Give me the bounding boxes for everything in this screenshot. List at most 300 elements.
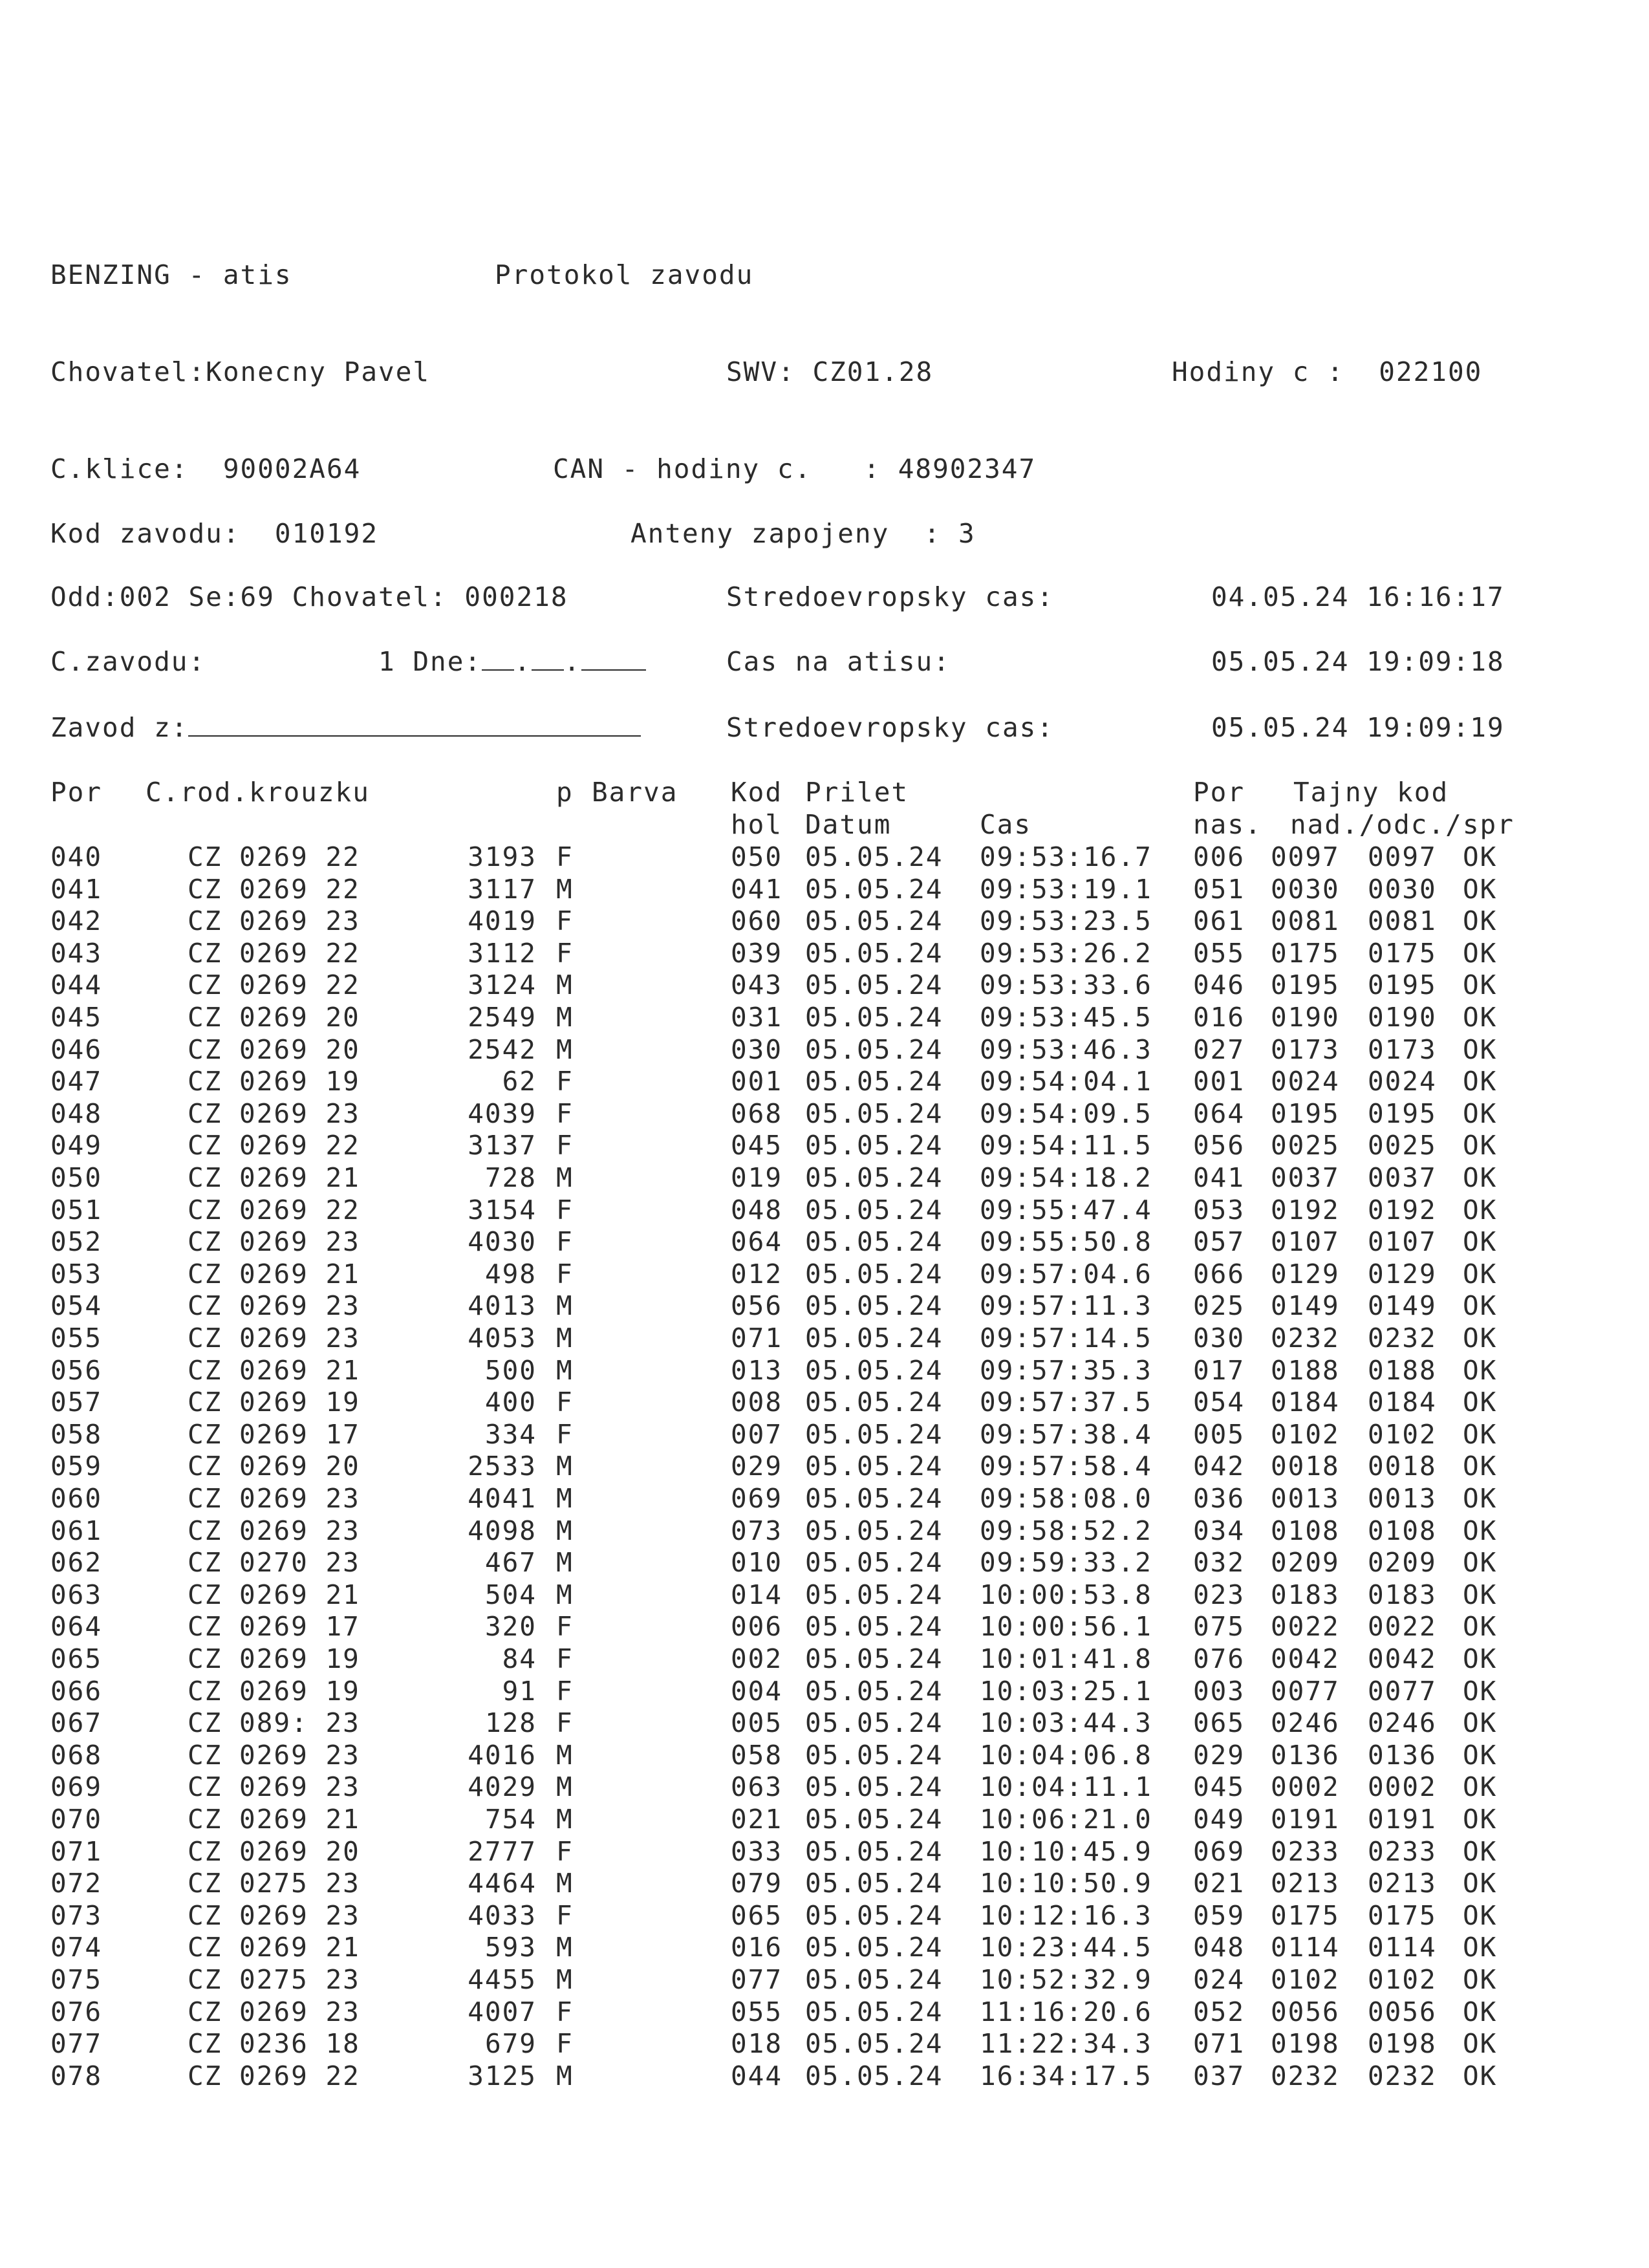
cell-por: 064: [50, 1611, 103, 1643]
cell-time: 09:54:11.5: [980, 1130, 1152, 1161]
cell-secret-1: 0195: [1271, 1097, 1340, 1129]
cell-time: 10:06:21.0: [980, 1804, 1152, 1835]
cell-code: 073: [731, 1515, 783, 1546]
cell-por2: 053: [1193, 1194, 1245, 1226]
cell-sex: F: [556, 905, 574, 937]
cell-time: 09:54:18.2: [980, 1162, 1152, 1193]
col-header-code-sub: hol: [731, 809, 783, 840]
col-header-sex: p: [556, 777, 574, 808]
cell-secret-1: 0233: [1271, 1835, 1340, 1867]
cell-status: OK: [1463, 1899, 1498, 1931]
antennas-value: : 3: [923, 518, 976, 549]
cell-secret-1: 0107: [1271, 1226, 1340, 1258]
cell-status: OK: [1463, 1804, 1498, 1835]
cell-date: 05.05.24: [805, 1707, 943, 1739]
race-no-line: 1 Dne: . .: [378, 645, 646, 678]
cell-por2: 046: [1193, 969, 1245, 1001]
cell-number: 4041: [468, 1483, 537, 1514]
cell-ring: CZ 0269 21: [188, 1932, 360, 1963]
cell-status: OK: [1463, 1707, 1498, 1739]
swv-label: SWV:: [726, 356, 795, 387]
cell-sex: F: [556, 1097, 574, 1129]
cell-date: 05.05.24: [805, 1515, 943, 1546]
cell-sex: M: [556, 2060, 574, 2091]
cell-number: 2533: [468, 1451, 537, 1482]
cell-date: 05.05.24: [805, 1258, 943, 1290]
cell-secret-2: 0190: [1368, 1002, 1437, 1033]
cell-number: 3125: [468, 2060, 537, 2091]
cell-status: OK: [1463, 2060, 1498, 2091]
cell-secret-1: 0149: [1271, 1290, 1340, 1322]
col-header-color: Barva: [592, 777, 678, 808]
cell-time: 11:22:34.3: [980, 2028, 1152, 2060]
table-row: [0, 1161, 1649, 1194]
cell-ring: CZ 089: 23: [188, 1707, 360, 1739]
col-header-arrival: Prilet: [805, 777, 909, 808]
cell-date: 05.05.24: [805, 1387, 943, 1418]
cell-secret-1: 0024: [1271, 1066, 1340, 1097]
cell-por2: 042: [1193, 1451, 1245, 1482]
cell-status: OK: [1463, 1835, 1498, 1867]
cell-number: 4053: [468, 1323, 537, 1354]
cell-por: 057: [50, 1387, 103, 1418]
cell-date: 05.05.24: [805, 1290, 943, 1322]
cell-por: 066: [50, 1675, 103, 1707]
cell-time: 09:53:26.2: [980, 937, 1152, 969]
cell-number: 3137: [468, 1130, 537, 1161]
cell-secret-2: 0024: [1368, 1066, 1437, 1097]
cell-date: 05.05.24: [805, 937, 943, 969]
key-label: C.klice:: [50, 453, 189, 484]
cell-por2: 016: [1193, 1002, 1245, 1033]
cell-secret-1: 0198: [1271, 2028, 1340, 2060]
cell-por2: 045: [1193, 1771, 1245, 1803]
cell-time: 10:04:11.1: [980, 1771, 1152, 1803]
cell-sex: F: [556, 1066, 574, 1097]
cell-ring: CZ 0269 17: [188, 1418, 360, 1450]
cell-time: 10:12:16.3: [980, 1899, 1152, 1931]
cell-secret-1: 0056: [1271, 1996, 1340, 2027]
table-row: [0, 1546, 1649, 1579]
cell-date: 05.05.24: [805, 1804, 943, 1835]
cell-status: OK: [1463, 937, 1498, 969]
cell-por2: 024: [1193, 1964, 1245, 1995]
cell-por2: 069: [1193, 1835, 1245, 1867]
cell-por2: 037: [1193, 2060, 1245, 2091]
cell-status: OK: [1463, 1354, 1498, 1386]
cell-date: 05.05.24: [805, 1996, 943, 2027]
cell-ring: CZ 0269 22: [188, 1194, 360, 1226]
cell-sex: M: [556, 969, 574, 1001]
cell-sex: F: [556, 1226, 574, 1258]
cell-code: 058: [731, 1739, 783, 1771]
cell-code: 069: [731, 1483, 783, 1514]
cell-number: 4019: [468, 905, 537, 937]
table-row: [0, 1963, 1649, 1996]
cell-number: 2549: [468, 1002, 537, 1033]
cell-por: 062: [50, 1547, 103, 1579]
cell-status: OK: [1463, 1932, 1498, 1963]
cell-por: 050: [50, 1162, 103, 1193]
cell-por: 070: [50, 1804, 103, 1835]
cell-por: 077: [50, 2028, 103, 2060]
cell-ring: CZ 0269 21: [188, 1162, 360, 1193]
cell-status: OK: [1463, 1066, 1498, 1097]
cell-time: 09:57:04.6: [980, 1258, 1152, 1290]
cell-secret-1: 0022: [1271, 1611, 1340, 1643]
table-row: [0, 2027, 1649, 2060]
clock-line: [1172, 356, 1482, 388]
cell-por2: 076: [1193, 1643, 1245, 1674]
cell-status: OK: [1463, 1130, 1498, 1161]
cell-secret-1: 0190: [1271, 1002, 1340, 1033]
cell-secret-2: 0195: [1368, 1097, 1437, 1129]
cell-date: 05.05.24: [805, 1002, 943, 1033]
cell-por2: 034: [1193, 1515, 1245, 1546]
cell-date: 05.05.24: [805, 969, 943, 1001]
cell-secret-2: 0081: [1368, 905, 1437, 937]
cell-ring: CZ 0269 21: [188, 1258, 360, 1290]
cell-sex: F: [556, 1418, 574, 1450]
table-row: [0, 1322, 1649, 1354]
antennas-label: Anteny zapojeny: [630, 518, 890, 549]
cell-number: 84: [502, 1643, 537, 1674]
cell-secret-1: 0175: [1271, 1899, 1340, 1931]
cell-sex: M: [556, 1547, 574, 1579]
cell-por: 046: [50, 1033, 103, 1065]
cell-secret-1: 0081: [1271, 905, 1340, 937]
cell-secret-2: 0077: [1368, 1675, 1437, 1707]
cell-por: 074: [50, 1932, 103, 1963]
cell-code: 048: [731, 1194, 783, 1226]
cell-code: 006: [731, 1611, 783, 1643]
cell-code: 064: [731, 1226, 783, 1258]
cell-sex: M: [556, 1579, 574, 1610]
cell-status: OK: [1463, 1162, 1498, 1193]
table-row: [0, 1996, 1649, 2028]
cell-ring: CZ 0269 21: [188, 1579, 360, 1610]
cell-date: 05.05.24: [805, 1097, 943, 1129]
cell-number: 754: [484, 1804, 537, 1835]
cell-secret-2: 0042: [1368, 1643, 1437, 1674]
cell-secret-2: 0188: [1368, 1354, 1437, 1386]
cell-por2: 005: [1193, 1418, 1245, 1450]
cell-time: 09:53:19.1: [980, 873, 1152, 905]
cell-time: 09:54:04.1: [980, 1066, 1152, 1097]
cell-number: 593: [484, 1932, 537, 1963]
cell-secret-2: 0195: [1368, 969, 1437, 1001]
cell-sex: F: [556, 1611, 574, 1643]
section-line: Odd:002 Se:69 Chovatel: 000218: [50, 581, 568, 612]
cell-code: 056: [731, 1290, 783, 1322]
cell-por2: 061: [1193, 905, 1245, 937]
cell-secret-1: 0246: [1271, 1707, 1340, 1739]
cell-status: OK: [1463, 1868, 1498, 1899]
cell-secret-2: 0022: [1368, 1611, 1437, 1643]
table-row: [0, 1386, 1649, 1418]
cell-sex: F: [556, 1996, 574, 2027]
cell-secret-2: 0198: [1368, 2028, 1437, 2060]
cet-label-1: Stredoevropsky cas:: [726, 581, 1054, 612]
cell-por2: 036: [1193, 1483, 1245, 1514]
table-row: [0, 1931, 1649, 1963]
table-row: [0, 1001, 1649, 1033]
cell-number: 91: [502, 1675, 537, 1707]
race-from-line: [50, 711, 641, 744]
cell-time: 09:58:08.0: [980, 1483, 1152, 1514]
cell-secret-2: 0209: [1368, 1547, 1437, 1579]
cell-secret-1: 0184: [1271, 1387, 1340, 1418]
col-header-por: Por: [50, 777, 103, 808]
clock-value: 022100: [1379, 356, 1483, 387]
cell-por: 049: [50, 1130, 103, 1161]
cell-date: 05.05.24: [805, 873, 943, 905]
cell-secret-1: 0209: [1271, 1547, 1340, 1579]
cell-por: 051: [50, 1194, 103, 1226]
cell-date: 05.05.24: [805, 2060, 943, 2091]
cell-code: 065: [731, 1899, 783, 1931]
cell-por2: 003: [1193, 1675, 1245, 1707]
cell-date: 05.05.24: [805, 1451, 943, 1482]
cell-number: 62: [502, 1066, 537, 1097]
cell-date: 05.05.24: [805, 1194, 943, 1226]
can-value: : 48902347: [863, 453, 1037, 484]
cell-por2: 048: [1193, 1932, 1245, 1963]
cell-por: 047: [50, 1066, 103, 1097]
cell-code: 079: [731, 1868, 783, 1899]
cell-date: 05.05.24: [805, 1354, 943, 1386]
cell-secret-1: 0013: [1271, 1483, 1340, 1514]
cell-sex: F: [556, 841, 574, 872]
cell-status: OK: [1463, 1996, 1498, 2027]
cell-sex: F: [556, 1899, 574, 1931]
cell-ring: CZ 0236 18: [188, 2028, 360, 2060]
cell-por: 063: [50, 1579, 103, 1610]
cell-code: 019: [731, 1162, 783, 1193]
cell-status: OK: [1463, 1611, 1498, 1643]
cell-secret-2: 0192: [1368, 1194, 1437, 1226]
cell-code: 001: [731, 1066, 783, 1097]
cell-number: 334: [484, 1418, 537, 1450]
table-row: [0, 1450, 1649, 1482]
cell-por: 044: [50, 969, 103, 1001]
cell-date: 05.05.24: [805, 1964, 943, 1995]
cell-secret-1: 0175: [1271, 937, 1340, 969]
col-header-por2-sub: nas.: [1193, 809, 1262, 840]
cell-secret-1: 0025: [1271, 1130, 1340, 1161]
table-row: [0, 969, 1649, 1001]
cell-date: 05.05.24: [805, 1899, 943, 1931]
cell-code: 041: [731, 873, 783, 905]
cell-por: 075: [50, 1964, 103, 1995]
cell-date: 05.05.24: [805, 1162, 943, 1193]
table-row: [0, 1771, 1649, 1803]
cell-date: 05.05.24: [805, 1547, 943, 1579]
table-row: [0, 1418, 1649, 1451]
atis-time-label: Cas na atisu:: [726, 646, 951, 677]
cell-sex: M: [556, 1804, 574, 1835]
cell-number: 498: [484, 1258, 537, 1290]
cell-date: 05.05.24: [805, 1835, 943, 1867]
cell-status: OK: [1463, 841, 1498, 872]
cell-date: 05.05.24: [805, 1066, 943, 1097]
cell-por2: 049: [1193, 1804, 1245, 1835]
cell-code: 002: [731, 1643, 783, 1674]
cell-ring: CZ 0269 20: [188, 1033, 360, 1065]
cell-date: 05.05.24: [805, 1418, 943, 1450]
cell-status: OK: [1463, 1387, 1498, 1418]
cell-por2: 059: [1193, 1899, 1245, 1931]
cell-time: 10:04:06.8: [980, 1739, 1152, 1771]
cell-number: 4455: [468, 1964, 537, 1995]
cell-code: 018: [731, 2028, 783, 2060]
cell-time: 10:10:45.9: [980, 1835, 1152, 1867]
cell-code: 007: [731, 1418, 783, 1450]
cell-por: 055: [50, 1323, 103, 1354]
cell-code: 063: [731, 1771, 783, 1803]
cell-date: 05.05.24: [805, 1130, 943, 1161]
cell-secret-1: 0108: [1271, 1515, 1340, 1546]
cell-time: 09:57:38.4: [980, 1418, 1152, 1450]
cell-time: 09:55:47.4: [980, 1194, 1152, 1226]
cell-time: 10:52:32.9: [980, 1964, 1152, 1995]
cell-secret-1: 0030: [1271, 873, 1340, 905]
cell-por: 054: [50, 1290, 103, 1322]
cell-secret-1: 0173: [1271, 1033, 1340, 1065]
table-row: [0, 1482, 1649, 1515]
cell-por: 048: [50, 1097, 103, 1129]
cell-sex: F: [556, 2028, 574, 2060]
cell-secret-1: 0102: [1271, 1418, 1340, 1450]
cell-time: 09:53:23.5: [980, 905, 1152, 937]
cell-time: 10:10:50.9: [980, 1868, 1152, 1899]
cell-secret-2: 0102: [1368, 1964, 1437, 1995]
cell-ring: CZ 0269 22: [188, 873, 360, 905]
cell-ring: CZ 0269 22: [188, 2060, 360, 2091]
cell-sex: F: [556, 1643, 574, 1674]
cell-por2: 052: [1193, 1996, 1245, 2027]
cell-date: 05.05.24: [805, 1579, 943, 1610]
cell-secret-2: 0232: [1368, 2060, 1437, 2091]
cell-sex: F: [556, 1194, 574, 1226]
cell-time: 09:55:50.8: [980, 1226, 1152, 1258]
cell-time: 09:53:45.5: [980, 1002, 1152, 1033]
cell-secret-2: 0183: [1368, 1579, 1437, 1610]
cell-date: 05.05.24: [805, 1033, 943, 1065]
cell-date: 05.05.24: [805, 1739, 943, 1771]
cell-secret-1: 0114: [1271, 1932, 1340, 1963]
table-row: [0, 1226, 1649, 1258]
cell-por: 058: [50, 1418, 103, 1450]
cell-date: 05.05.24: [805, 2028, 943, 2060]
cell-ring: CZ 0269 19: [188, 1066, 360, 1097]
cell-date: 05.05.24: [805, 1611, 943, 1643]
cell-code: 021: [731, 1804, 783, 1835]
cell-number: 728: [484, 1162, 537, 1193]
days-label: Dne:: [413, 646, 482, 677]
cell-time: 09:57:58.4: [980, 1451, 1152, 1482]
cell-time: 09:59:33.2: [980, 1547, 1152, 1579]
cell-secret-2: 0018: [1368, 1451, 1437, 1482]
cell-ring: CZ 0269 23: [188, 1483, 360, 1514]
cell-number: 128: [484, 1707, 537, 1739]
cell-time: 09:57:14.5: [980, 1323, 1152, 1354]
cell-secret-1: 0232: [1271, 2060, 1340, 2091]
cell-status: OK: [1463, 1258, 1498, 1290]
table-row: [0, 1899, 1649, 1932]
cet-value-2: 05.05.24 19:09:19: [1211, 712, 1505, 743]
cell-por2: 056: [1193, 1130, 1245, 1161]
cell-ring: CZ 0269 19: [188, 1643, 360, 1674]
cell-por2: 051: [1193, 873, 1245, 905]
cell-secret-1: 0183: [1271, 1579, 1340, 1610]
cell-code: 012: [731, 1258, 783, 1290]
cell-number: 3193: [468, 841, 537, 872]
table-row: [0, 905, 1649, 937]
table-row: [0, 1515, 1649, 1547]
cell-status: OK: [1463, 1643, 1498, 1674]
table-row: [0, 1643, 1649, 1675]
cell-ring: CZ 0269 23: [188, 1899, 360, 1931]
cell-sex: F: [556, 1387, 574, 1418]
cell-code: 010: [731, 1547, 783, 1579]
cell-secret-1: 0232: [1271, 1323, 1340, 1354]
cell-por2: 057: [1193, 1226, 1245, 1258]
col-header-date: Datum: [805, 809, 892, 840]
col-header-code: Kod: [731, 777, 783, 808]
cell-time: 10:00:56.1: [980, 1611, 1152, 1643]
swv-value: CZ01.28: [812, 356, 934, 387]
cell-time: 09:57:11.3: [980, 1290, 1152, 1322]
table-row: [0, 1803, 1649, 1835]
month-blank: [532, 647, 564, 671]
cell-por: 053: [50, 1258, 103, 1290]
cell-code: 031: [731, 1002, 783, 1033]
cell-status: OK: [1463, 1323, 1498, 1354]
cell-por: 068: [50, 1739, 103, 1771]
can-label: CAN - hodiny c.: [553, 453, 812, 484]
cell-date: 05.05.24: [805, 1675, 943, 1707]
cell-time: 09:57:37.5: [980, 1387, 1152, 1418]
cell-ring: CZ 0269 23: [188, 1226, 360, 1258]
cell-date: 05.05.24: [805, 1226, 943, 1258]
swv-line: [726, 356, 933, 388]
cell-status: OK: [1463, 1451, 1498, 1482]
cell-date: 05.05.24: [805, 1323, 943, 1354]
cell-status: OK: [1463, 1675, 1498, 1707]
cell-secret-2: 0149: [1368, 1290, 1437, 1322]
cell-number: 4016: [468, 1739, 537, 1771]
cell-ring: CZ 0269 19: [188, 1387, 360, 1418]
cell-ring: CZ 0269 21: [188, 1804, 360, 1835]
cell-date: 05.05.24: [805, 1483, 943, 1514]
cell-number: 3154: [468, 1194, 537, 1226]
cell-number: 2542: [468, 1033, 537, 1065]
table-row: [0, 1675, 1649, 1707]
cell-code: 030: [731, 1033, 783, 1065]
cell-status: OK: [1463, 1194, 1498, 1226]
cell-sex: M: [556, 1515, 574, 1546]
cell-secret-1: 0191: [1271, 1804, 1340, 1835]
breeder-label: Chovatel:: [50, 356, 206, 387]
clock-label: Hodiny c :: [1172, 356, 1344, 387]
can-line: [553, 453, 1036, 485]
cell-number: 4030: [468, 1226, 537, 1258]
cell-por: 065: [50, 1643, 103, 1674]
breeder-line: [50, 356, 430, 388]
table-row: [0, 873, 1649, 905]
cell-ring: CZ 0269 23: [188, 905, 360, 937]
